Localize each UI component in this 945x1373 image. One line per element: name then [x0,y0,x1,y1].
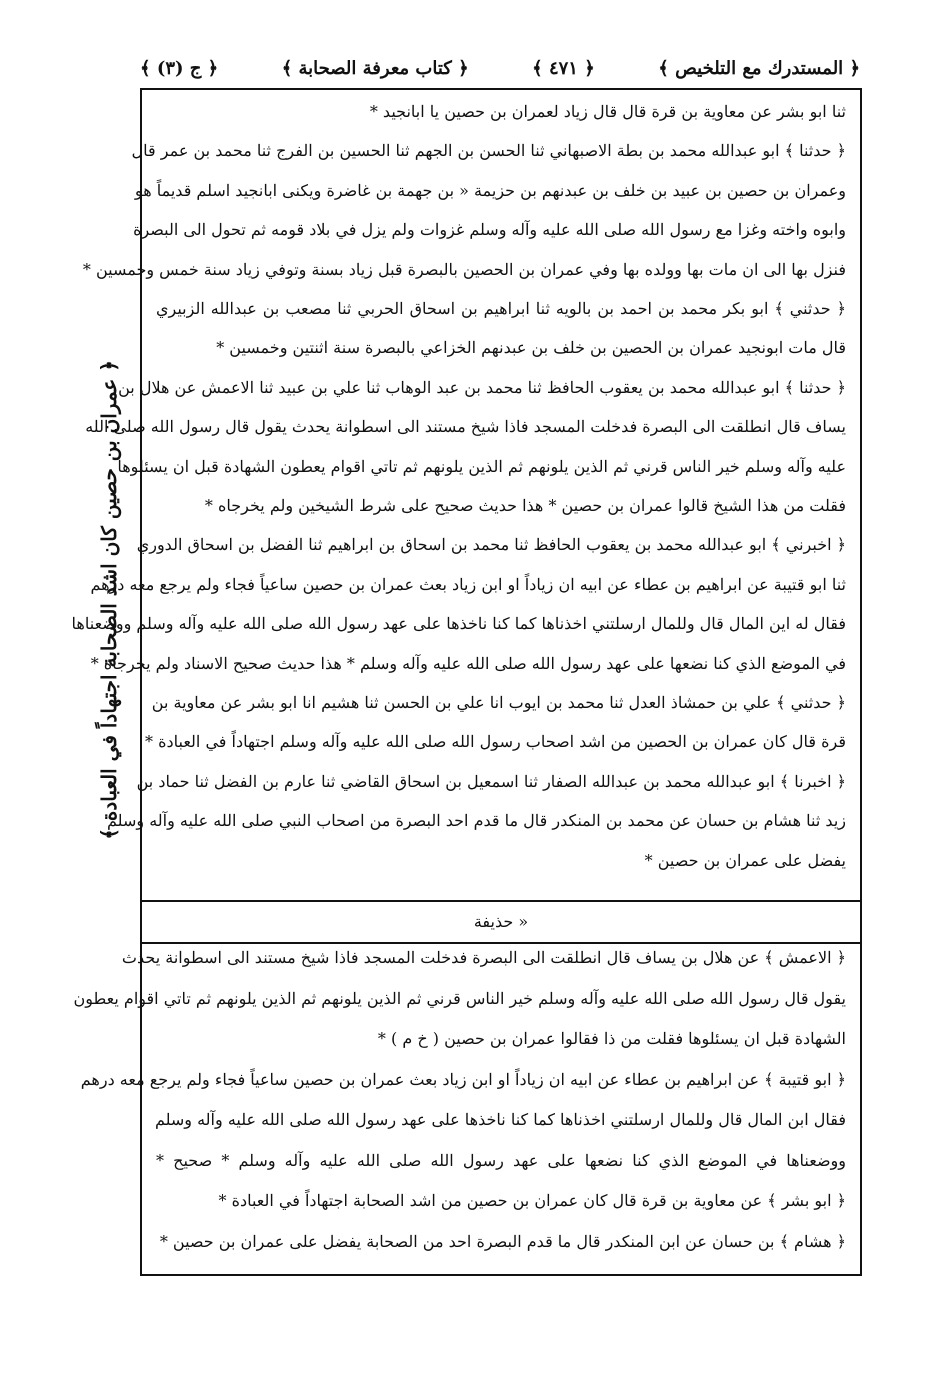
upper-line: ﴿ اخبرني ﴾ ابو عبدالله محمد بن يعقوب الحافظ ثنا محمد بن اسحاق بن ابراهيم ثنا الفضل بن اسحاق الدوري [136,535,846,555]
divider-top [142,900,860,902]
upper-line: وعمران بن حصين بن عبيد بن خلف بن عبدنهم بن حزيمة « بن جهمة بن غاضرة ويكنى ابانجيد اسلم قديماً هو [134,180,846,200]
upper-line: ثنا ابو قتيبة عن ابراهيم بن عطاء عن ابيه ان زياداً او ابن زياد بعث عمران بن حصين ساعياً فجاء ولم يرجع معه درهم [90,574,846,594]
book-title: ﴿ المستدرك مع التلخيص ﴾ [658,57,860,79]
upper-line: ﴿ حدثنا ﴾ ابو عبدالله محمد بن بطة الاصبهاني ثنا الحسن بن الجهم ثنا الحسين بن الفرج ثنا محمد بن عمر قال [131,141,846,161]
lower-line: الشهادة قبل ان يسئلوها فقلت من ذا فقالوا عمران بن حصين ( خ م ) * [377,1029,846,1048]
upper-line: قال مات ابونجيد عمران بن الحصين بن خلف بن عبدنهم الخزاعي بالبصرة سنة اثنتين وخمسين * [216,338,846,358]
upper-line: ثنا ابو بشر عن معاوية بن قرة قال قال زياد لعمران بن حصين يا ابانجيد * [369,102,846,121]
upper-line: ﴿ حدثني ﴾ علي بن حمشاذ العدل ثنا محمد بن ايوب انا علي بن الحسن ثنا هشيم انا ابو بشر عن معاوية بن [151,693,846,712]
divider-bottom [142,942,860,944]
section-label: « حذيفة [473,912,529,931]
upper-line: يفضل على عمران بن حصين * [644,850,846,870]
lower-line: يقول قال رسول الله صلى الله عليه وآله وسلم خير الناس قرني ثم الذين يلونهم ثم الذين يلونهم ثم تاتي اقوام يعطون [73,988,846,1008]
upper-line: في الموضع الذي كنا نضعها على عهد رسول الله صلى الله عليه وآله وسلم * هذا حديث صحيح الاسناد ولم يخرجاه * [90,653,846,673]
upper-line: يساف قال انطلقت الى البصرة فدخلت المسجد فاذا شيخ مستند الى اسطوانة يحدث يقول قال رسول الله صلى الله [85,417,846,437]
lower-line: ﴿ هشام ﴾ بن حسان عن ابن المنكدر قال ما قدم البصرة احد من الصحابة يفضل على عمران بن حصين * [159,1231,846,1251]
margin-note-text: ﴿ عمران بن حصين كان اشد الصحابة اجتهاداً في العبادة ﴾ [97,360,121,840]
upper-line: ﴿ اخبرنا ﴾ ابو عبدالله محمد بن عبدالله الصفار ثنا اسمعيل بن اسحاق القاضي ثنا عارم بن الفضل ثنا حماد بن [136,771,846,791]
lower-line: ووضعناها في الموضع الذي كنا نضعها على عهد رسول الله صلى الله عليه وآله وسلم * صحيح * [156,1150,846,1170]
page-header [140,48,860,88]
lower-line: ﴿ ابو بشر ﴾ عن معاوية بن قرة قال كان عمران بن حصين من اشد الصحابة اجتهاداً في العبادة * [218,1191,846,1210]
upper-line: فقال له اين المال قال وللمال ارسلتني اخذناها كما كنا ناخذها على عهد رسول الله صلى الله عليه وآله وسلم ووضعناها [71,614,846,634]
upper-line: زيد ثنا هشام بن حسان عن محمد بن المنكدر قال ما قدم احد البصرة من اصحاب النبي صلى الله عليه وآله وسلم [107,811,846,831]
lower-line: فقال ابن المال قال وللمال ارسلتني اخذناها كما كنا ناخذها على عهد رسول الله صلى الله عليه وآله وسلم [154,1110,846,1129]
upper-line: وابوه واخته وغزا مع رسول الله صلى الله عليه وآله وسلم غزوات ولم يزل في بلاد قومه ثم تحول الى البصرة [133,220,846,240]
lower-line: ﴿ ابو قتيبة ﴾ عن ابراهيم بن عطاء عن ابيه ان زياداً او ابن زياد بعث عمران بن حصين ساعياً فجاء ولم يرجع معه درهم [80,1069,846,1089]
upper-line: ﴿ حدثني ﴾ ابو بكر محمد بن احمد بن بالويه ثنا ابراهيم بن اسحاق الحربي ثنا مصعب بن عبدالله الزبيري [156,299,847,318]
upper-line: ﴿ حدثنا ﴾ ابو عبدالله محمد بن يعقوب الحافظ ثنا محمد بن عبد الوهاب ثنا علي بن عبيد ثنا الاعمش عن هلال بن [118,377,846,397]
upper-line: فنزل بها الى ان مات بها وولده بها وفي عمران بن الحصين بالبصرة قبل زياد بسنة وتوفي زياد سنة خمس وخمسين * [82,259,846,279]
lower-line: ﴿ الاعمش ﴾ عن هلال بن يساف قال انطلقت الى البصرة فدخلت المسجد فاذا شيخ مستند الى اسطوانة يحدث [121,948,846,967]
upper-line: فقلت من هذا الشيخ قالوا عمران بن حصين * هذا حديث صحيح على شرط الشيخين ولم يخرجاه * [204,496,846,515]
margin-note [84,360,134,840]
page-number: ﴿ ٤٧١ ﴾ [532,57,595,79]
chapter-title: ﴿ كتاب معرفة الصحابة ﴾ [281,57,469,79]
upper-line: عليه وآله وسلم خير الناس قرني ثم الذين يلونهم ثم الذين يلونهم ثم تاتي اقوام يعطون الشهادة قبل ان يسئلوها [117,456,846,476]
volume-number: ﴿ ج (٣) ﴾ [140,57,219,79]
upper-line: قرة قال كان عمران بن الحصين من اشد اصحاب رسول الله صلى الله عليه وآله وسلم اجتهاداً في العبادة * [145,732,846,752]
